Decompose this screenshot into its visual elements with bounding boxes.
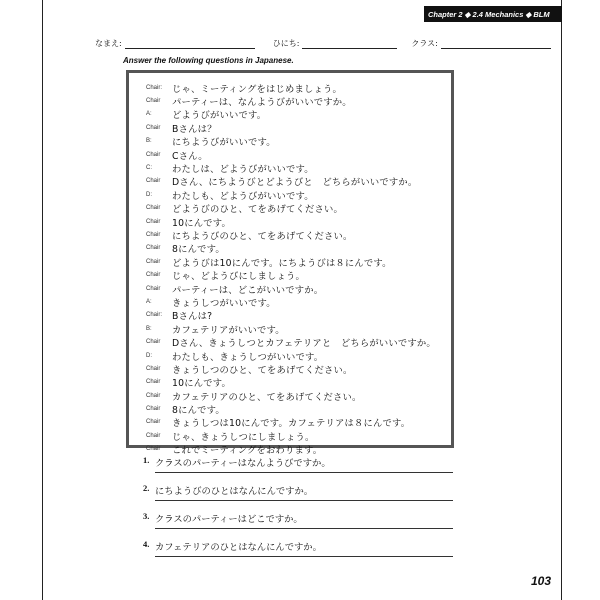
- dialog-line: [146, 335, 445, 348]
- dialog-line: [146, 322, 445, 335]
- dialog-line: [146, 349, 445, 362]
- class-label: クラス:: [411, 39, 438, 48]
- dialog-line: [146, 429, 445, 442]
- question-text: クラスのパーティーはなんようびですか。: [155, 458, 331, 469]
- dialog-line: [146, 148, 445, 161]
- dialog-line: [146, 228, 445, 241]
- question-number: 4.: [143, 539, 150, 549]
- dialog-text: どようびがいいです。: [172, 110, 267, 122]
- dialog-text: きょうしつは10にんです。カフェテリアは８にんです。: [172, 418, 411, 430]
- speaker-label: Chair: [146, 98, 161, 105]
- speaker-label: B:: [146, 325, 152, 332]
- dialog-text: きょうしつのひと、てをあげてください。: [172, 364, 353, 376]
- answer-line[interactable]: [155, 472, 453, 473]
- question-text: クラスのパーティーはどこですか。: [155, 514, 303, 525]
- dialog-text: 10にんです。: [172, 217, 231, 229]
- dialog-lines: [146, 81, 445, 456]
- dialog-line: [146, 402, 445, 415]
- dialog-line: [146, 108, 445, 121]
- question-text: カフェテリアのひとはなんにんですか。: [155, 542, 322, 553]
- dialog-line: [146, 215, 445, 228]
- page-number: 103: [530, 574, 551, 588]
- speaker-label: A:: [146, 111, 152, 118]
- dialog-line: [146, 295, 445, 308]
- speaker-label: D:: [146, 191, 152, 198]
- dialog-text: 10にんです。: [172, 378, 231, 390]
- dialog-line: [146, 282, 445, 295]
- dialog-line: [146, 135, 445, 148]
- speaker-label: Chair: [146, 432, 161, 439]
- speaker-label: Chair: [146, 231, 161, 238]
- dialog-text: じゃ、ミーティングをはじめましょう。: [172, 83, 343, 95]
- dialog-text: わたしは、どようびがいいです。: [172, 164, 314, 176]
- student-info-fields: [95, 35, 553, 49]
- dialog-line: [146, 255, 445, 268]
- date-field: [273, 38, 398, 49]
- speaker-label: C:: [146, 165, 152, 172]
- speaker-label: Chair:: [146, 312, 163, 319]
- dialog-text: じゃ、どようびにしましょう。: [172, 271, 305, 283]
- name-answer-line[interactable]: [125, 38, 255, 49]
- dialog-line: [146, 121, 445, 134]
- dialog-box: [126, 70, 454, 457]
- speaker-label: Chair: [146, 272, 161, 279]
- question-item: [143, 511, 453, 539]
- dialog-text: じゃ、きょうしつにしましょう。: [172, 431, 315, 443]
- dialog-text: Dさん、にちようびとどようびと どちらがいいですか。: [172, 177, 418, 189]
- dialog-text: にちようびのひと、てをあげてください。: [172, 231, 353, 242]
- speaker-label: Chair:: [146, 84, 163, 91]
- dialog-text: 8にんです。: [172, 405, 225, 417]
- speaker-label: A:: [146, 298, 152, 305]
- dialog-line: [146, 94, 445, 107]
- answer-line[interactable]: [155, 556, 453, 557]
- dialog-text: きょうしつがいいです。: [172, 297, 276, 309]
- question-list: [143, 455, 453, 567]
- dialog-line: [146, 268, 445, 281]
- name-label: なまえ:: [95, 39, 122, 48]
- dialog-text: にちようびがいいです。: [172, 137, 276, 149]
- question-item: [143, 539, 453, 567]
- class-answer-line[interactable]: [441, 38, 551, 49]
- class-field: [411, 38, 550, 49]
- speaker-label: Chair: [146, 339, 161, 346]
- speaker-label: Chair: [146, 245, 161, 252]
- dialog-line: [146, 202, 445, 215]
- dialog-line: [146, 81, 445, 94]
- question-item: [143, 483, 453, 511]
- speaker-label: D:: [146, 352, 152, 359]
- dialog-text: カフェテリアがいいです。: [172, 324, 285, 336]
- question-item: [143, 455, 453, 483]
- speaker-label: Chair: [146, 379, 161, 386]
- question-text: にちようびのひとはなんにんですか。: [155, 486, 314, 497]
- speaker-label: B:: [146, 138, 152, 145]
- speaker-label: Chair: [146, 151, 161, 158]
- speaker-label: Chair: [146, 285, 161, 292]
- dialog-line: [146, 389, 445, 402]
- worksheet-page: [42, 0, 562, 600]
- dialog-line: [146, 443, 445, 456]
- speaker-label: Chair: [146, 218, 161, 225]
- dialog-text: パーティーは、なんようびがいいですか。: [172, 97, 352, 109]
- dialog-text: 8にんです。: [172, 244, 225, 256]
- speaker-label: Chair: [146, 205, 161, 212]
- dialog-text: どようびのひと、てをあげてください。: [172, 204, 343, 216]
- dialog-text: どようびは10にんです。にちようびは８にんです。: [172, 257, 392, 269]
- speaker-label: Chair: [146, 406, 161, 413]
- speaker-label: Chair: [146, 124, 161, 131]
- speaker-label: Chair: [146, 419, 161, 426]
- question-number: 3.: [143, 511, 150, 521]
- speaker-label: Chair: [146, 178, 161, 185]
- dialog-line: [146, 416, 445, 429]
- dialog-text: わたしも、きょうしつがいいです。: [172, 351, 324, 363]
- dialog-line: [146, 188, 445, 201]
- chapter-header: Chapter 2 ◆ 2.4 Mechanics ◆ BLM: [424, 6, 562, 22]
- dialog-text: Cさん。: [172, 150, 208, 162]
- dialog-line: [146, 376, 445, 389]
- dialog-text: わたしも、どようびがいいです。: [172, 190, 314, 202]
- dialog-line: [146, 309, 445, 322]
- answer-line[interactable]: [155, 528, 453, 529]
- date-answer-line[interactable]: [302, 38, 397, 49]
- dialog-line: [146, 242, 445, 255]
- speaker-label: Chair: [146, 392, 161, 399]
- speaker-label: Chair: [146, 365, 161, 372]
- dialog-text: パーティーは、どこがいいですか。: [172, 284, 324, 296]
- question-number: 1.: [143, 455, 150, 465]
- dialog-text: Bさんは?: [172, 311, 213, 323]
- dialog-text: これでミーティングをおわります。: [172, 445, 323, 457]
- speaker-label: Chair: [146, 446, 161, 453]
- name-field: [95, 38, 255, 49]
- dialog-line: [146, 362, 445, 375]
- question-number: 2.: [143, 483, 150, 493]
- dialog-text: Bさんは？: [172, 123, 217, 135]
- answer-line[interactable]: [155, 500, 453, 501]
- dialog-text: Dさん、きょうしつとカフェテリアと どちらがいいですか。: [172, 338, 436, 350]
- instruction-text: Answer the following questions in Japanese.: [123, 56, 294, 65]
- date-label: ひにち:: [272, 39, 300, 48]
- dialog-line: [146, 161, 445, 174]
- dialog-text: カフェテリアのひと、てをあげてください。: [172, 391, 362, 403]
- speaker-label: Chair: [146, 258, 161, 265]
- dialog-line: [146, 175, 445, 188]
